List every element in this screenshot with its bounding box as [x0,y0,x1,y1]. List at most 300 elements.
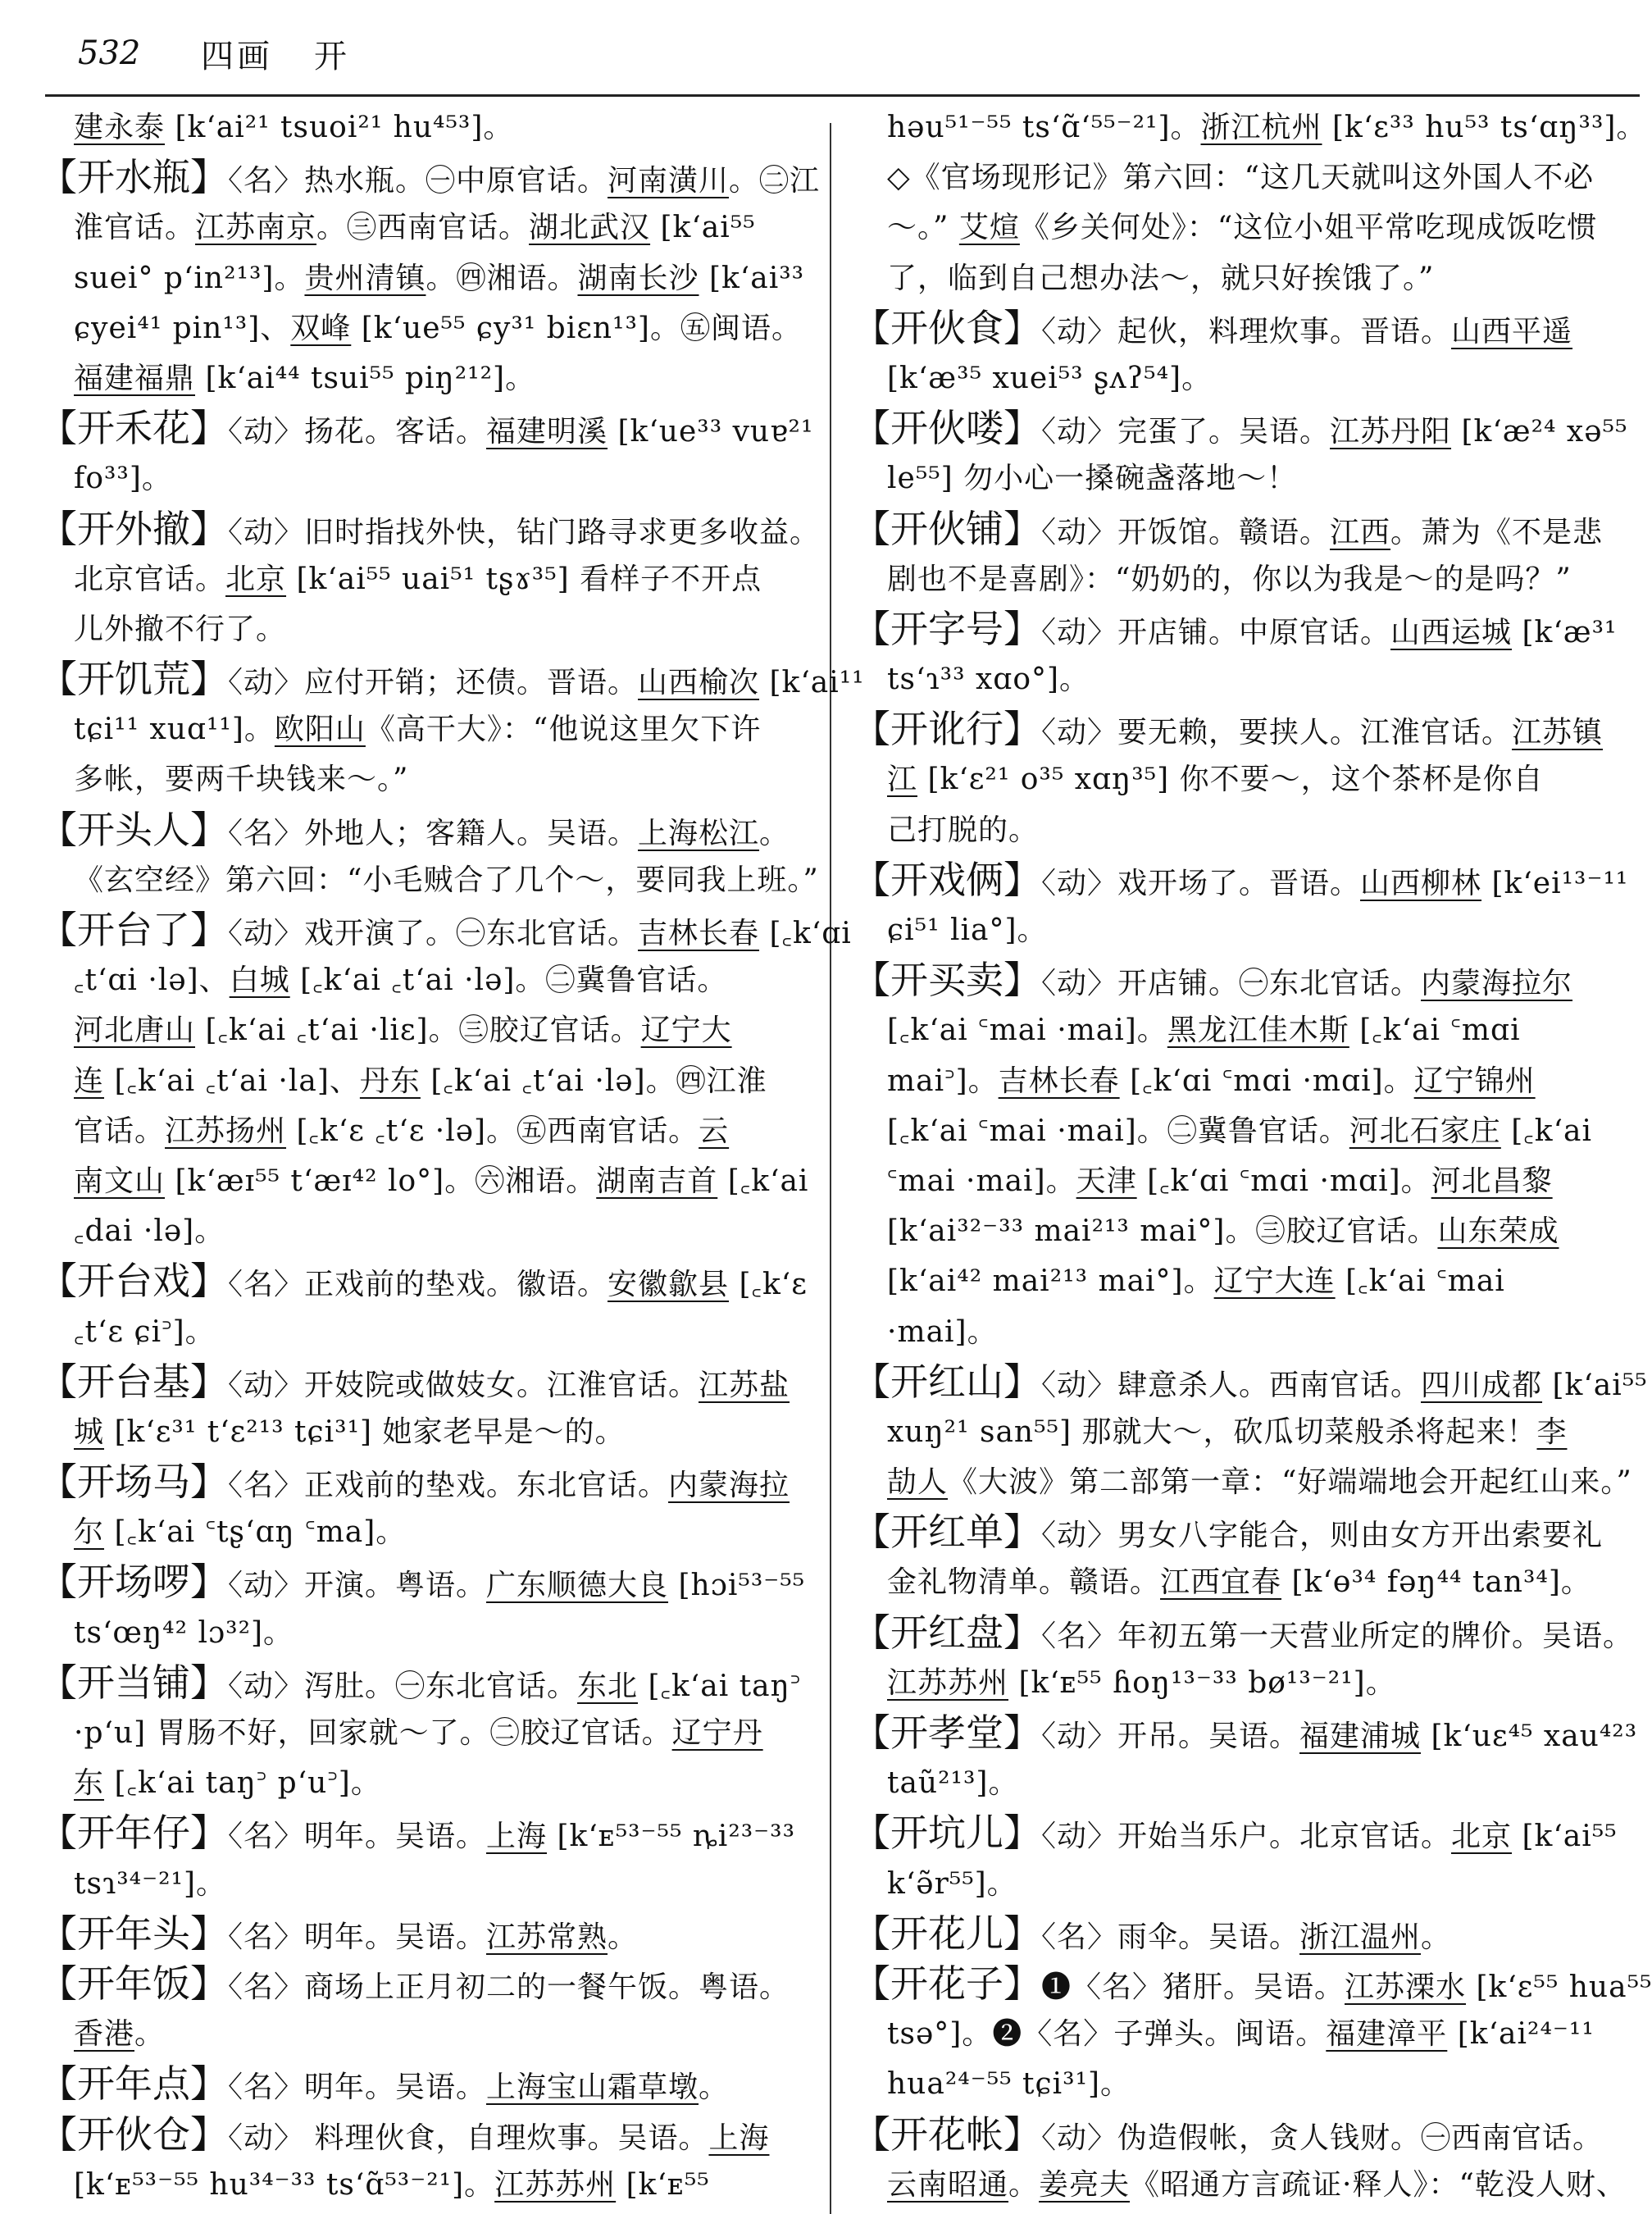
text-line [39,403,814,453]
place-or-author-name: 劼人 [887,1465,949,1500]
entry-text: 《高干大》：“他说这里欠下许 [365,713,762,747]
entry-text: 《乡关何处》：“这位小姐平常吃现成饭吃惯 [1019,211,1598,245]
place-or-author-name: 上海宝山霜草墩 [486,2070,699,2105]
definition-text: 〈名〉雨伞。吴语。 [1041,1920,1300,1954]
text-line [853,1357,1648,1407]
place-or-author-name: 江苏常熟 [486,1920,608,1954]
entry-text: 。 [134,2017,166,2052]
entry-text: [k‘ai¹¹ [759,666,865,700]
text-line [853,1959,1652,2009]
text-line [39,1959,802,2009]
entry-text: [꜀k‘ai ꜂mai [1335,1264,1505,1299]
headword: 【开伙喽】 [853,406,1041,451]
entry-text: [k‘ɵ³⁴ fəŋ⁴⁴ tan³⁴]。 [1281,1565,1591,1600]
entry-text: 。 [1421,1920,1452,1954]
place-or-author-name: 湖北武汉 [529,211,651,245]
text-line [39,253,805,303]
entry-text: ꜀t‘ɑi ·lə]、 [74,963,230,998]
headword: 【开当铺】 [39,1660,228,1705]
place-or-author-name: 江苏扬州 [165,1114,287,1148]
place-or-author-name: 吉林长春 [638,917,760,950]
text-line [853,1106,1615,1156]
text-line [853,102,1647,153]
place-or-author-name: 北京 [1451,1820,1513,1854]
place-or-author-name: 辽宁大 [640,1014,732,1048]
text-line [853,1005,1615,1055]
place-or-author-name: 东 [74,1766,105,1801]
place-or-author-name: 江苏溧水 [1345,1970,1467,2004]
headword: 【开戏俩】 [853,857,1041,902]
text-line [39,1658,802,1708]
entry-text: 官话。 [74,1114,166,1148]
place-or-author-name: 东北 [577,1669,639,1703]
definition-text: 〈动〉泻肚。㊀东北官话。 [228,1669,578,1703]
place-or-author-name: 江苏南京 [195,211,317,245]
header-rule [45,94,1640,97]
definition-text: 〈动〉开饭馆。赣语。 [1041,515,1331,549]
entry-text: 了，临到自己想办法～，就只好挨饿了。” [887,261,1435,295]
place-or-author-name: 河北昌黎 [1431,1164,1553,1198]
entry-text: ɕyei⁴¹ pin¹³]、 [74,311,291,345]
entry-text: [k‘ai⁵⁵ uai⁵¹ tʂɤ³⁵] 看样子不开点 [286,562,762,596]
place-or-author-name: 浙江温州 [1299,1920,1422,1954]
place-or-author-name: 白城 [229,963,290,998]
definition-text: 〈动〉开店铺。中原官话。 [1041,615,1391,649]
entry-text: [k‘ue⁵⁵ ɕy³¹ biɛn¹³]。㊄闽语。 [351,311,802,345]
text-line [853,2160,1627,2210]
text-line [853,1307,1615,1357]
definition-text: 〈名〉热水瓶。㊀中原官话。 [228,164,608,198]
entry-text: [꜀k‘ai ꜀t‘ai ·la]、 [104,1064,360,1098]
entry-text: ·mai]。 [887,1314,998,1349]
place-or-author-name: 山西平遥 [1451,314,1573,348]
text-line [39,1357,802,1407]
place-or-author-name: 江苏盐 [699,1368,790,1402]
entry-text: fo³³]。 [74,462,172,496]
text-line [39,1608,802,1658]
place-or-author-name: 河北石家庄 [1349,1114,1501,1148]
entry-text: ꜀t‘ɛ ɕi꜄]。 [74,1314,216,1349]
place-or-author-name: 辽宁锦州 [1413,1064,1536,1098]
text-line [853,855,1629,905]
place-or-author-name: 湖南吉首 [596,1164,718,1198]
headword: 【开外撤】 [39,506,228,551]
entry-text: 多帐，要两千块钱来～。” [74,763,409,797]
stroke-section: 四画 [201,37,273,75]
text-line [39,704,802,754]
headword: 【开红盘】 [853,1610,1041,1655]
entry-text: [k‘ᴇ⁵³⁻⁵⁵ hu³⁴⁻³³ ts‘ɑ̃⁵³⁻²¹]。 [74,2167,495,2202]
text-line [853,1156,1615,1206]
text-line [853,253,1615,303]
text-line [853,453,1615,503]
headword: 【开花帐】 [853,2112,1041,2157]
headword: 【开场啰】 [39,1560,228,1605]
text-line [39,453,802,503]
place-or-author-name: 江西 [1330,515,1391,549]
definition-text: 〈名〉正戏前的垫戏。东北官话。 [228,1469,669,1503]
entry-text: 淮官话。 [74,211,196,245]
text-line [853,2059,1615,2109]
definition-text: 〈动〉开演。粤语。 [228,1569,487,1603]
entry-text: [꜀k‘ɑi [759,917,852,950]
headword: 【开花子】 [853,1961,1041,2006]
text-line [853,1457,1632,1507]
entry-text: [꜀k‘ai ꜀t‘ai ·lə]。㊃江淮 [420,1064,767,1098]
place-or-author-name: 江苏苏州 [887,1665,1009,1700]
entry-text: [k‘æ³¹ [1512,615,1618,649]
definition-text: 〈动〉戏开场了。晋语。 [1041,866,1361,900]
entry-text: 。 [1008,2167,1040,2202]
text-line [853,403,1628,453]
headword: 【开禾花】 [39,406,228,451]
text-line [853,754,1615,804]
entry-text: [꜀k‘ɛ [729,1268,808,1302]
entry-text: [k‘uɛ⁴⁵ xau⁴²³ [1421,1720,1638,1753]
entry-text: 《玄空经》第六回：“小毛贼合了几个～，要同我上班。” [74,863,819,897]
text-line [853,955,1615,1005]
text-line [39,2009,802,2059]
place-or-author-name: 内蒙海拉尔 [1421,967,1573,1001]
definition-text: 〈动〉开店铺。㊀东北官话。 [1041,967,1422,1001]
entry-text: [k‘ai³²⁻³³ mai²¹³ mai°]。㊂胶辽官话。 [887,1214,1438,1249]
text-line [39,1708,802,1758]
place-or-author-name: 欧阳山 [274,713,366,747]
definition-text: 〈动〉要无赖，要挟人。江淮官话。 [1041,716,1513,750]
entry-text: [k‘ai³³ [699,261,805,295]
entry-text: [k‘ɛ³¹ t‘ɛ²¹³ tɕi³¹] 她家老早是～的。 [104,1414,626,1449]
definition-text: 〈动〉旧时指找外快，钻门路寻求更多收益。 [228,515,821,549]
index-character: 开 [314,37,347,75]
definition-text: 〈动〉戏开演了。㊀东北官话。 [228,917,639,950]
entry-text: 。 [608,1920,639,1954]
definition-text: 〈动〉应付开销；还债。晋语。 [228,666,639,700]
text-line [853,1507,1615,1557]
text-line [39,1256,808,1306]
text-line [853,905,1615,955]
text-line [853,1758,1615,1808]
entry-text: [k‘ue³³ vuɐ²¹ [608,415,814,449]
entry-text: [k‘ɛ³³ hu⁵³ ts‘ɑŋ³³]。 [1322,111,1647,144]
definition-text: 〈动〉开妓院或做妓女。江淮官话。 [228,1368,699,1402]
place-or-author-name: 湖南长沙 [577,261,699,295]
headword: 【开买卖】 [853,958,1041,1003]
place-or-author-name: 福建明溪 [486,415,608,449]
text-line [39,504,821,554]
text-line [853,704,1615,754]
text-line [39,1407,802,1457]
entry-text: ～。” [887,211,959,245]
entry-text: [꜀k‘ai ꜀t‘ai ·lə]。㊁冀鲁官话。 [289,963,728,998]
entry-text: xuŋ²¹ san⁵⁵] 那就大～，砍瓜切菜般杀将起来！ [887,1414,1537,1449]
definition-text: 〈动〉扬花。客话。 [228,415,487,449]
text-line [39,754,802,804]
entry-text: [꜀k‘ai ꜀t‘ai ·liɛ]。㊂胶辽官话。 [195,1014,641,1048]
text-line [39,2160,802,2210]
definition-text: 〈名〉明年。吴语。 [228,1820,487,1854]
place-or-author-name: 浙江杭州 [1200,111,1322,144]
text-line [853,203,1615,253]
text-line [39,1909,802,1959]
entry-text: le⁵⁵] 勿小心一搡碗盏落地～！ [887,462,1298,496]
entry-text: [꜀k‘ɑi ꜂mɑi ·mɑi]。 [1136,1164,1431,1198]
entry-text: hua²⁴⁻⁵⁵ tɕi³¹]。 [887,2067,1131,2102]
place-or-author-name: 内蒙海拉 [668,1469,790,1503]
place-or-author-name: 河南潢川 [608,164,730,198]
entry-text: 。㊁江 [729,164,821,198]
headword: 【开字号】 [853,606,1041,651]
place-or-author-name: 辽宁大连 [1213,1264,1336,1299]
headword: 【开坑儿】 [853,1811,1041,1856]
place-or-author-name: 江苏苏州 [494,2167,617,2202]
entry-text: [k‘ai⁴⁴ tsui⁵⁵ piŋ²¹²]。 [195,361,536,395]
text-line [39,1307,802,1357]
place-or-author-name: 姜亮夫 [1039,2167,1131,2202]
place-or-author-name: 广东顺德大良 [486,1569,669,1603]
text-line [39,1106,802,1156]
text-line [39,1557,806,1607]
place-or-author-name: 福建浦城 [1299,1720,1422,1753]
left-column [39,102,865,2210]
place-or-author-name: 江 [887,763,918,797]
place-or-author-name: 山东荣成 [1437,1214,1559,1249]
place-or-author-name: 云 [699,1114,730,1148]
text-line [39,554,802,604]
text-line [853,153,1615,203]
entry-text: [k‘ai²⁴⁻¹¹ [1447,2017,1595,2052]
entry-text: suei° p‘in²¹³]。 [74,261,305,295]
entry-text: 剧也不是喜剧》：“奶奶的，你以为我是～的是吗？” [887,562,1572,596]
headword: 【开讹行】 [853,707,1041,752]
headword: 【开场马】 [39,1460,228,1505]
entry-text: [k‘ai⁵⁵ [1512,1820,1618,1854]
headword: 【开年点】 [39,2061,228,2107]
text-line [39,203,802,253]
text-line [853,1206,1615,1256]
definition-text: 〈动〉伪造假帐，贪人钱财。㊀西南官话。 [1041,2121,1604,2155]
text-line [853,1808,1618,1858]
text-line [853,1708,1638,1758]
entry-text: 。㊃湘语。 [426,261,578,295]
entry-text: 《大波》第二部第一章：“好端端地会开起红山来。” [948,1465,1632,1500]
headword: 【开水瓶】 [39,155,228,200]
entry-text: ◇《官场现形记》第六回：“这几天就叫这外国人不必 [887,161,1595,195]
text-line [39,1808,802,1858]
entry-text: ɕi⁵¹ lia°]。 [887,913,1048,947]
place-or-author-name: 河北唐山 [74,1014,196,1048]
definition-text: 〈名〉外地人；客籍人。吴语。 [228,816,639,850]
place-or-author-name: 上海松江 [638,816,760,850]
place-or-author-name: 双峰 [290,311,352,345]
headword: 【开年饭】 [39,1961,228,2006]
text-line [39,2059,802,2109]
entry-text: 。㊂西南官话。 [316,211,530,245]
text-line [853,1859,1615,1909]
entry-text: [k‘ai⁵⁵ [650,211,756,245]
place-or-author-name: 吉林长春 [998,1064,1120,1098]
entry-text: [꜀k‘ai ꜂tʂ‘ɑŋ ꜂ma]。 [104,1515,407,1550]
text-line [853,1056,1615,1106]
text-line [39,805,802,855]
entry-text: 《昭通方言疏证·释人》：“乾没人财、 [1130,2167,1627,2202]
place-or-author-name: 贵州清镇 [304,261,426,295]
definition-text: 〈动〉开始当乐户。北京官话。 [1041,1820,1452,1854]
headword: 【开孝堂】 [853,1711,1041,1755]
text-line [853,1608,1634,1658]
entry-text: [꜀k‘ai taŋ꜄ [638,1669,802,1703]
text-line [853,2009,1615,2059]
entry-text: [hɔi⁵³⁻⁵⁵ [668,1569,806,1603]
place-or-author-name: 福建福鼎 [74,361,196,395]
entry-text: 己打脱的。 [887,813,1040,847]
place-or-author-name: 江苏丹阳 [1330,415,1452,449]
headword: 【开台戏】 [39,1259,228,1304]
place-or-author-name: 天津 [1076,1164,1137,1198]
text-line [39,855,819,905]
entry-text: tɕi¹¹ xuɑ¹¹]。 [74,713,275,747]
definition-text: 〈动〉 料理伙食，自理炊事。吴语。 [228,2121,709,2155]
text-line [853,1256,1615,1306]
place-or-author-name: 北京 [225,562,287,596]
text-line [853,353,1615,403]
entry-text: 。 [759,816,790,850]
definition-text: 〈动〉完蛋了。吴语。 [1041,415,1331,449]
entry-text: tsɿ³⁴⁻²¹]。 [74,1866,227,1901]
entry-text: [꜀k‘ai ꜂mai ·mai]。㊁冀鲁官话。 [887,1114,1349,1148]
headword: 【开伙仓】 [39,2112,228,2157]
place-or-author-name: 李 [1536,1414,1568,1449]
headword: 【开花儿】 [853,1911,1041,1956]
text-line [39,1206,802,1256]
text-line [39,1005,802,1055]
text-line [39,353,802,403]
text-line [39,1056,802,1106]
entry-text: ꜂mai ·mai]。 [887,1164,1076,1198]
text-line [39,2110,802,2160]
entry-text: 北京官话。 [74,562,226,596]
entry-text: 金礼物清单。赣语。 [887,1565,1161,1600]
place-or-author-name: 连 [74,1064,105,1098]
text-line [39,102,802,153]
text-line [39,654,865,704]
entry-text: ·p‘u] 胃肠不好，回家就～了。㊁胶辽官话。 [74,1716,672,1750]
entry-text: [k‘æɪ⁵⁵ t‘æɪ⁴² lo°]。㊅湘语。 [165,1164,597,1198]
place-or-author-name: 南文山 [74,1164,166,1198]
text-line [39,1507,802,1557]
text-line [853,1407,1615,1457]
headword: 【开台了】 [39,908,228,952]
place-or-author-name: 上海 [486,1820,548,1854]
text-line [39,1859,802,1909]
entry-text: [꜀k‘ai ꜂mai ·mai]。 [887,1014,1167,1048]
page-number: 532 [78,34,141,72]
place-or-author-name: 辽宁丹 [671,1716,763,1750]
headword: 【开年仔】 [39,1811,228,1856]
entry-text: [k‘ɛ²¹ o³⁵ xɑŋ³⁵] 你不要～，这个茶杯是你自 [917,763,1544,797]
entry-text: [k‘ᴇ⁵³⁻⁵⁵ ȵi²³⁻³³ [547,1820,796,1854]
entry-text: k‘ə̃r⁵⁵]。 [887,1866,1017,1901]
headword: 【开饥荒】 [39,657,228,702]
headword: 【开头人】 [39,807,228,852]
right-column [853,102,1652,2210]
entry-text: tsə°]。❷〈名〉子弹头。闽语。 [887,2017,1327,2052]
entry-text: [k‘æ³⁵ xuei⁵³ ʂʌʔ⁵⁴]。 [887,361,1213,395]
definition-text: 〈动〉肆意杀人。西南官话。 [1041,1368,1422,1402]
text-line [39,604,802,654]
text-line [853,504,1615,554]
entry-text: həu⁵¹⁻⁵⁵ ts‘ɑ̃‘⁵⁵⁻²¹]。 [887,111,1201,144]
entry-text: taũ²¹³]。 [887,1766,1019,1801]
entry-text: [k‘ai⁴² mai²¹³ mai°]。 [887,1264,1214,1299]
text-line [39,905,852,955]
entry-text: [꜀k‘ai [1500,1114,1592,1148]
place-or-author-name: 上海 [708,2121,770,2155]
entry-text: [꜀k‘ai [717,1164,809,1198]
entry-text: 。萧为《不是悲 [1390,515,1604,549]
place-or-author-name: 建永泰 [74,111,166,144]
entry-text: [k‘ai²¹ tsuoi²¹ hu⁴⁵³]。 [165,111,514,144]
text-line [39,955,802,1005]
definition-text: 〈名〉明年。吴语。 [228,1920,487,1954]
definition-text: 〈动〉开吊。吴语。 [1041,1720,1300,1753]
entry-text: [꜀k‘ɑi ꜂mɑi ·mɑi]。 [1119,1064,1414,1098]
text-line [39,1457,802,1507]
definition-text: 〈名〉年初五第一天营业所定的牌价。吴语。 [1041,1619,1634,1653]
text-line [39,1156,809,1206]
place-or-author-name: 香港 [74,2017,135,2052]
place-or-author-name: 山西运城 [1390,615,1513,649]
place-or-author-name: 云南昭通 [887,2167,1009,2202]
text-line [853,2110,1615,2160]
text-line [853,654,1615,704]
definition-text: 〈名〉正戏前的垫戏。徽语。 [228,1268,608,1302]
entry-text: [k‘æ²⁴ xə⁵⁵ [1451,415,1628,449]
place-or-author-name: 福建漳平 [1326,2017,1448,2052]
place-or-author-name: 山西榆次 [638,666,760,700]
place-or-author-name: 黑龙江佳木斯 [1167,1014,1349,1048]
entry-text: [k‘ɛ⁵⁵ hua⁵⁵ [1466,1970,1652,2004]
column-divider [830,123,831,2214]
text-line [853,604,1618,654]
entry-text: 儿外撤不行了。 [74,612,287,646]
entry-text: ꜀dai ·lə]。 [74,1214,225,1249]
entry-text: [꜀k‘ai taŋ꜄ p‘u꜄]。 [104,1766,381,1801]
text-line [39,1758,802,1808]
definition-text: 〈动〉起伙，料理炊事。晋语。 [1041,314,1452,348]
definition-text: 〈名〉商场上正月初二的一餐午饭。粤语。 [228,1970,790,2004]
text-line [853,1658,1615,1708]
text-line [853,303,1615,353]
place-or-author-name: 江苏镇 [1512,716,1604,750]
headword: 【开伙铺】 [853,506,1041,551]
page-header [78,25,347,82]
entry-text: [k‘ᴇ⁵⁵ ɦoŋ¹³⁻³³ bø¹³⁻²¹]。 [1008,1665,1396,1700]
text-line [853,554,1615,604]
headword: 【开台基】 [39,1359,228,1404]
definition-text: 〈名〉明年。吴语。 [228,2070,487,2105]
headword: 【开红山】 [853,1359,1041,1404]
place-or-author-name: 艾煊 [958,211,1020,245]
entry-text: [k‘ai⁵⁵ [1542,1368,1648,1402]
place-or-author-name: 丹东 [359,1064,421,1098]
entry-text: 。 [699,2070,730,2105]
place-or-author-name: 城 [74,1414,105,1449]
entry-text: ts‘ɿ³³ xɑo°]。 [887,663,1090,697]
text-line [853,1909,1615,1959]
entry-text: [꜀k‘ɛ ꜀t‘ɛ ·lə]。㊄西南官话。 [286,1114,699,1148]
place-or-author-name: 安徽歙县 [608,1268,730,1302]
text-line [39,303,802,353]
